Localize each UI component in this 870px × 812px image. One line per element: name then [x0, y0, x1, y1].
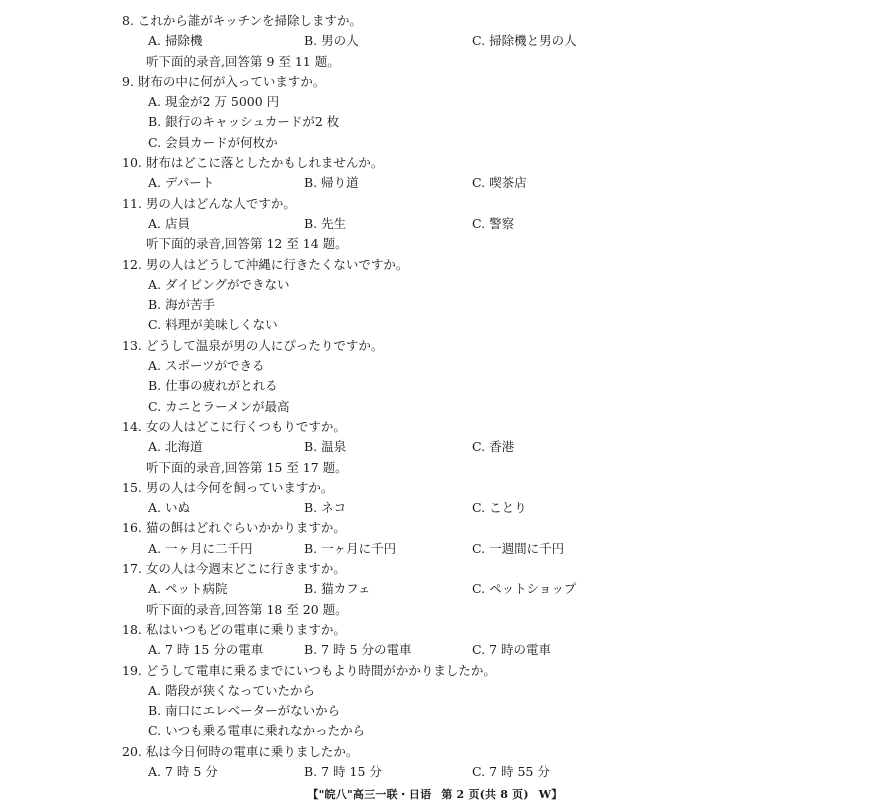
answer-option-b: B. 帰り道	[304, 175, 359, 191]
listening-instruction: 听下面的录音,回答第 9 至 11 题。	[146, 53, 340, 69]
answer-option-a: A. ペット病院	[148, 581, 228, 597]
answer-option-row	[122, 539, 842, 559]
answer-option-c: C. 喫茶店	[472, 175, 527, 191]
answer-option: B. 仕事の疲れがとれる	[148, 378, 278, 394]
question-text: 10. 財布はどこに落としたかもしれませんか。	[122, 155, 384, 171]
question-list	[122, 11, 842, 782]
answer-option-row	[122, 640, 842, 660]
answer-option: A. 階段が狭くなっていたから	[148, 682, 315, 698]
listening-instruction: 听下面的录音,回答第 18 至 20 题。	[146, 601, 348, 617]
answer-option-row	[122, 498, 842, 518]
answer-option: B. 海が苦手	[148, 297, 216, 313]
question-text: 8. これから誰がキッチンを掃除しますか。	[122, 13, 363, 28]
answer-option-b: B. 先生	[304, 215, 347, 231]
answer-option-row	[122, 437, 842, 457]
page-footer	[0, 786, 870, 802]
question-text: 12. 男の人はどうして沖縄に行きたくないですか。	[122, 256, 409, 272]
answer-option-b: B. 猫カフェ	[304, 581, 371, 597]
question-text: 17. 女の人は今週末どこに行きますか。	[122, 561, 346, 577]
question-text: 18. 私はいつもどの電車に乗りますか。	[122, 621, 346, 637]
footer-code: W】	[538, 788, 563, 801]
answer-option-c: C. 一週間に千円	[472, 540, 565, 556]
footer-page-number: 第 2 页(共 8 页)	[441, 788, 529, 801]
answer-option-row	[122, 173, 842, 193]
answer-option: C. 会員カードが何枚か	[148, 134, 278, 150]
answer-option-c: C. ペットショップ	[472, 581, 577, 597]
answer-option-a: A. 北海道	[148, 439, 203, 455]
answer-option: C. 料理が美味しくない	[148, 317, 278, 333]
answer-option-row	[122, 579, 842, 599]
answer-option: B. 銀行のキャッシュカードが2 枚	[148, 114, 340, 130]
answer-option: C. カニとラーメンが最高	[148, 398, 290, 414]
answer-option-a: A. 店員	[148, 215, 190, 231]
question-text: 13. どうして温泉が男の人にぴったりですか。	[122, 337, 384, 353]
question-text: 15. 男の人は今何を飼っていますか。	[122, 479, 334, 495]
answer-option: A. スポーツができる	[148, 358, 265, 374]
answer-option-a: A. いぬ	[148, 500, 190, 516]
answer-option-row	[122, 31, 842, 51]
answer-option-b: B. 7 時 15 分	[304, 763, 382, 779]
answer-option-c: C. 7 時 55 分	[472, 763, 550, 779]
answer-option: A. 現金が2 万 5000 円	[148, 94, 280, 110]
answer-option-b: B. 男の人	[304, 33, 359, 49]
answer-option-a: A. 掃除機	[148, 33, 203, 49]
answer-option-c: C. 香港	[472, 439, 515, 455]
answer-option-b: B. 一ヶ月に千円	[304, 540, 397, 556]
answer-option-row	[122, 762, 842, 782]
answer-option: B. 南口にエレベーターがないから	[148, 703, 341, 719]
answer-option-a: A. デパート	[148, 175, 215, 191]
answer-option: C. いつも乗る電車に乗れなかったから	[148, 723, 366, 739]
answer-option-a: A. 7 時 15 分の電車	[148, 642, 264, 658]
question-text: 11. 男の人はどんな人ですか。	[122, 195, 296, 211]
question-text: 20. 私は今日何時の電車に乗りましたか。	[122, 743, 359, 759]
footer-title: 【"皖八"高三一联・日语	[307, 788, 432, 801]
answer-option-c: C. 警察	[472, 215, 515, 231]
question-text: 19. どうして電車に乗るまでにいつもより時間がかかりましたか。	[122, 662, 496, 678]
question-text: 9. 財布の中に何が入っていますか。	[122, 73, 326, 89]
answer-option-a: A. 7 時 5 分	[148, 763, 218, 779]
answer-option-a: A. 一ヶ月に二千円	[148, 540, 253, 556]
question-text: 14. 女の人はどこに行くつもりですか。	[122, 418, 346, 434]
answer-option-b: B. 温泉	[304, 439, 347, 455]
answer-option-row	[122, 214, 842, 234]
answer-option: A. ダイビングができない	[148, 276, 290, 292]
question-text: 16. 猫の餌はどれぐらいかかりますか。	[122, 520, 346, 536]
answer-option-c: C. 掃除機と男の人	[472, 33, 577, 49]
answer-option-c: C. 7 時の電車	[472, 642, 551, 658]
answer-option-c: C. ことり	[472, 500, 527, 516]
answer-option-b: B. 7 時 5 分の電車	[304, 642, 412, 658]
listening-instruction: 听下面的录音,回答第 12 至 14 题。	[146, 236, 348, 252]
listening-instruction: 听下面的录音,回答第 15 至 17 题。	[146, 459, 348, 475]
answer-option-b: B. ネコ	[304, 500, 347, 516]
